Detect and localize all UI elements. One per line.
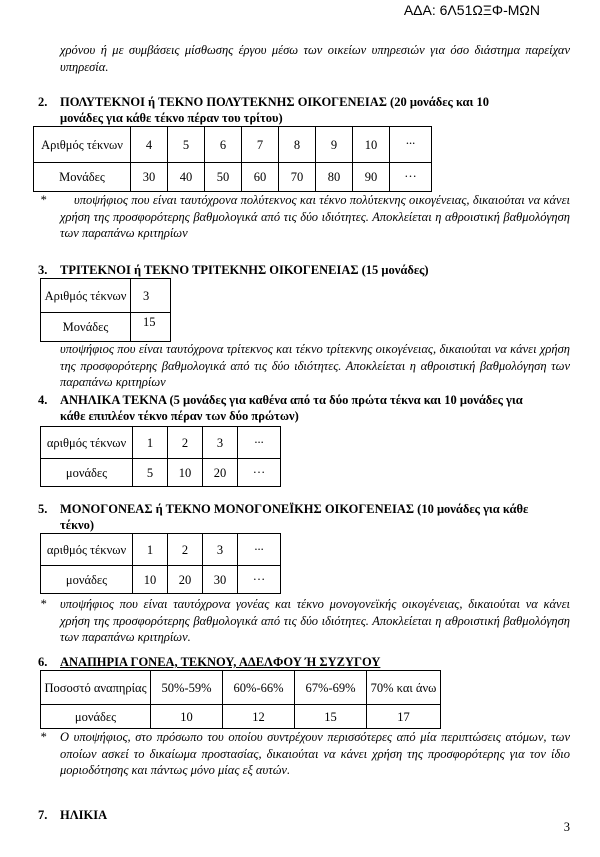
table-cell: … (238, 459, 281, 487)
table-cell: 30 (203, 566, 238, 594)
table-cell: 1 (133, 534, 168, 566)
table-cell: 12 (223, 705, 295, 729)
section-3-note: υποψήφιος που είναι ταυτόχρονα τρίτεκνος και τέκνο τρίτεκνης οικογένειας, δικαιούται να κάνει χρήση της προσφορότερης βαθμολογικά από τις δύο ιδιότητες. Αποκλείεται η αθροιστική βαθμολόγηση των παραπάνω κριτηρίων (60, 342, 570, 389)
note-star: * (40, 730, 47, 744)
table-cell: 60 (242, 163, 279, 192)
section-title: ΗΛΙΚΙΑ (60, 808, 108, 822)
table-cell: ... (390, 127, 432, 163)
table-cell: 3 (131, 279, 171, 313)
note-star: * (40, 597, 47, 611)
page-number: 3 (563, 819, 570, 834)
intro-paragraph: χρόνου ή με συμβάσεις μίσθωσης έργου μέσω των οικείων υπηρεσιών για όσο διάστημα παρείχαν υπηρεσία. (60, 43, 570, 74)
table-cell: 30 (131, 163, 168, 192)
section-2-heading-cont: μονάδες για κάθε τέκνο πέραν του τρίτου) (60, 111, 283, 125)
section-4-table (40, 426, 281, 487)
section-2-table (33, 126, 432, 192)
table-cell: 5 (133, 459, 168, 487)
table-row (41, 705, 441, 729)
row-label: Μονάδες (41, 313, 131, 342)
section-7-heading (38, 807, 578, 824)
section-number: 7. (38, 808, 48, 822)
table-cell: 50%-59% (151, 671, 223, 705)
table-cell: 20 (203, 459, 238, 487)
table-cell: … (238, 566, 281, 594)
table-cell: 80 (316, 163, 353, 192)
table-cell: 8 (279, 127, 316, 163)
row-label: μονάδες (41, 705, 151, 729)
section-5-heading (38, 501, 578, 518)
table-cell: 90 (353, 163, 390, 192)
row-label: Αριθμός τέκνων (34, 127, 131, 163)
section-title: ΑΝΑΠΗΡΙΑ ΓΟΝΕΑ, ΤΕΚΝΟΥ, ΑΔΕΛΦΟΥ Ή ΣΥΖΥΓΟΥ (60, 655, 381, 669)
section-title: ΜΟΝΟΓΟΝΕΑΣ ή ΤΕΚΝΟ ΜΟΝΟΓΟΝΕΪΚΗΣ ΟΙΚΟΓΕΝΕΙΑΣ (10 μονάδες για κάθε (60, 502, 529, 516)
section-6-table (40, 670, 441, 729)
section-number: 4. (38, 393, 48, 407)
table-row (41, 459, 281, 487)
table-cell: 40 (168, 163, 205, 192)
table-cell: 60%-66% (223, 671, 295, 705)
section-6-note: Ο υποψήφιος, στο πρόσωπο του οποίου συντρέχουν περισσότερες από μία περιπτώσεις ατόμων, των οποίων ασκεί το δικαίωμα προστασίας, δικαιούται να κάνει χρήση της προσφορότερης για τον ίδιο μοριοδότησης και πάντως μόνο μίας εξ αυτών. (60, 730, 570, 777)
section-title: ΑΝΗΛΙΚΑ ΤΕΚΝΑ (5 μονάδες για καθένα από τα δύο πρώτα τέκνα και 10 μονάδες για (60, 393, 523, 407)
table-cell: 70 (279, 163, 316, 192)
row-label: Αριθμός τέκνων (41, 279, 131, 313)
table-cell: 7 (242, 127, 279, 163)
table-cell: 70% και άνω (367, 671, 441, 705)
row-label: μονάδες (41, 459, 133, 487)
section-4-heading (38, 392, 578, 409)
section-3-table (40, 278, 171, 342)
section-number: 6. (38, 655, 48, 669)
row-label: αριθμός τέκνων (41, 534, 133, 566)
table-row (34, 163, 432, 192)
table-cell: ... (238, 534, 281, 566)
table-cell: ... (238, 427, 281, 459)
table-cell: 20 (168, 566, 203, 594)
table-row (41, 671, 441, 705)
section-title: ΤΡΙΤΕΚΝΟΙ ή ΤΕΚΝΟ ΤΡΙΤΕΚΝΗΣ ΟΙΚΟΓΕΝΕΙΑΣ (15 μονάδες) (60, 263, 429, 277)
table-cell: 50 (205, 163, 242, 192)
section-5-table (40, 533, 281, 594)
table-cell: 67%-69% (295, 671, 367, 705)
section-4-heading-cont: κάθε επιπλέον τέκνο πέραν των δύο πρώτων) (60, 409, 299, 423)
section-3-heading (38, 262, 578, 279)
table-row (41, 566, 281, 594)
table-row (41, 534, 281, 566)
table-cell: … (390, 163, 432, 192)
table-cell: 17 (367, 705, 441, 729)
row-label: Ποσοστό αναπηρίας (41, 671, 151, 705)
table-cell: 1 (133, 427, 168, 459)
table-cell: 3 (203, 427, 238, 459)
table-row (41, 279, 171, 313)
table-cell: 6 (205, 127, 242, 163)
table-cell: 4 (131, 127, 168, 163)
section-2-heading (38, 94, 578, 111)
section-5-note: υποψήφιος που είναι ταυτόχρονα γονέας και τέκνο μονογονεϊκής οικογένειας, δικαιούται να κάνει χρήση της προσφορότερης βαθμολογικά από τις δύο ιδιότητες. Αποκλείεται η αθροιστική βαθμολόγηση των παραπάνω κριτηρίων. (60, 597, 570, 644)
section-5-heading-cont: τέκνο) (60, 518, 95, 532)
section-number: 2. (38, 95, 48, 109)
row-label: Μονάδες (34, 163, 131, 192)
ada-code: ΑΔΑ: 6Λ51ΩΞΦ-ΜΩΝ (403, 2, 540, 18)
section-title: ΠΟΛΥΤΕΚΝΟΙ ή ΤΕΚΝΟ ΠΟΛΥΤΕΚΝΗΣ ΟΙΚΟΓΕΝΕΙΑΣ (20 μονάδες και 10 (60, 95, 489, 109)
table-cell: 15 (131, 313, 171, 342)
section-number: 3. (38, 263, 48, 277)
section-2-note: υποψήφιος που είναι ταυτόχρονα πολύτεκνος και τέκνο πολύτεκνης οικογένειας, δικαιούται να κάνει χρήση της προσφορότερης βαθμολογικά από τις δύο ιδιότητες. Αποκλείεται η αθροιστική βαθμολόγηση των παραπάνω κριτηρίων (60, 193, 570, 240)
section-number: 5. (38, 502, 48, 516)
table-cell: 10 (151, 705, 223, 729)
note-star: * (40, 193, 47, 207)
table-cell: 9 (316, 127, 353, 163)
table-cell: 2 (168, 534, 203, 566)
table-row (41, 427, 281, 459)
table-cell: 5 (168, 127, 205, 163)
table-row (34, 127, 432, 163)
table-cell: 10 (353, 127, 390, 163)
row-label: αριθμός τέκνων (41, 427, 133, 459)
table-cell: 10 (168, 459, 203, 487)
table-cell: 3 (203, 534, 238, 566)
table-row (41, 313, 171, 342)
table-cell: 15 (295, 705, 367, 729)
table-cell: 10 (133, 566, 168, 594)
row-label: μονάδες (41, 566, 133, 594)
section-6-heading (38, 654, 578, 671)
table-cell: 2 (168, 427, 203, 459)
